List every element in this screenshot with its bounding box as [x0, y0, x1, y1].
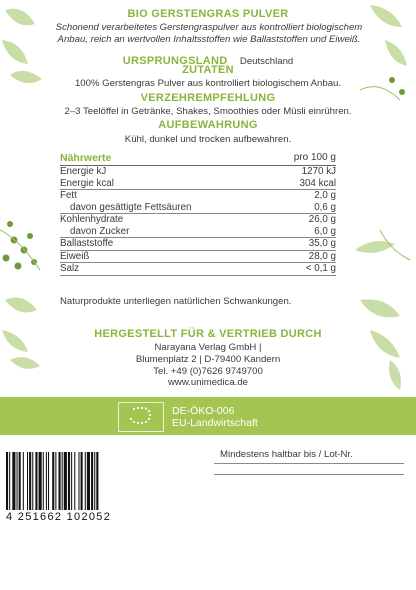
barcode-bar — [19, 452, 21, 510]
nutrient-value: 0,6 g — [314, 201, 336, 213]
table-row — [60, 226, 336, 238]
nutrition-group-energy — [60, 166, 336, 190]
nutrient-name: Kohlenhydrate — [60, 214, 124, 225]
nutrition-header — [60, 152, 336, 166]
barcode-bar — [43, 452, 44, 510]
nutrient-name: Energie kJ — [60, 166, 107, 177]
nutrition-group-carbs — [60, 214, 336, 238]
manufacturer-heading: HERGESTELLT FÜR & VERTRIEB DURCH — [94, 328, 322, 340]
barcode-bar — [55, 452, 56, 510]
nutrient-value: 35,0 g — [308, 238, 336, 249]
nutrient-name: Salz — [60, 263, 80, 274]
nutrient-name: Ballaststoffe — [60, 238, 114, 249]
usage-text: 2–3 Teelöffel in Getränke, Shakes, Smoothies oder Müsli einrühren. — [64, 106, 352, 117]
table-row — [60, 214, 336, 226]
barcode-bar — [94, 452, 95, 510]
eu-certificate — [172, 405, 258, 429]
barcode-bar — [74, 452, 75, 510]
table-row — [60, 263, 336, 275]
nutrition-group-protein — [60, 251, 336, 264]
manufacturer-line: Narayana Verlag GmbH | — [154, 342, 262, 353]
nutrient-value: 304 kcal — [299, 177, 336, 189]
barcode-bar — [52, 452, 54, 510]
nutrient-value: 28,0 g — [308, 250, 336, 262]
table-row — [60, 166, 336, 178]
barcode-bar — [39, 452, 42, 510]
nutrient-value: 6,0 g — [314, 225, 336, 237]
nutrient-value: 26,0 g — [308, 214, 336, 225]
barcode-bar — [81, 452, 83, 510]
eu-organic-bar — [0, 397, 416, 435]
barcode-bar — [46, 452, 47, 510]
nutrition-note: Naturprodukte unterliegen natürlichen Schwankungen. — [60, 296, 292, 307]
product-intro: Schonend verarbeitetes Gerstengraspulver aus kontrolliert biologischem Anbau, reich an wertvollen Inhaltsstoffen wie Ballaststoffen und Eiweiß. — [55, 22, 363, 45]
nutrition-group-fiber — [60, 238, 336, 251]
eu-organic-leaf-icon — [118, 402, 164, 432]
barcode-bar — [59, 452, 61, 510]
table-row — [60, 251, 336, 263]
barcode-bar — [68, 452, 70, 510]
nutrient-name: Eiweiß — [60, 250, 90, 262]
nutrient-value: 2,0 g — [314, 190, 336, 201]
nutrient-name: davon Zucker — [70, 225, 130, 237]
nutrition-title: Nährwerte — [60, 152, 112, 164]
barcode-number: 4 251662 102052 — [6, 511, 112, 523]
barcode-graphic — [6, 452, 128, 510]
barcode-bar — [78, 452, 79, 510]
nutrient-value: < 0,1 g — [305, 263, 336, 274]
manufacturer-website: www.unimedica.de — [168, 377, 248, 389]
barcode-bar — [96, 452, 98, 510]
nutrition-group-fat — [60, 190, 336, 214]
storage-text: Kühl, dunkel und trocken aufbewahren. — [124, 134, 292, 145]
barcode-bar — [64, 452, 67, 510]
nutrient-name: Energie kcal — [60, 177, 114, 189]
table-row — [60, 178, 336, 190]
divider — [214, 474, 404, 475]
ingredients-text: 100% Gerstengras Pulver aus kontrolliert biologischem Anbau. — [74, 78, 342, 89]
nutrition-per: pro 100 g — [293, 152, 336, 163]
storage-heading: AUFBEWAHRUNG — [158, 119, 258, 131]
nutrition-group-salt — [60, 263, 336, 276]
barcode-bar — [23, 452, 24, 510]
barcode-bar — [32, 452, 33, 510]
barcode-bar — [35, 452, 37, 510]
barcode-bar — [87, 452, 90, 510]
best-before-label: Mindestens haltbar bis / Lot-Nr. — [220, 449, 353, 460]
eu-origin: EU-Landwirtschaft — [172, 417, 258, 429]
ingredients-heading: ZUTATEN — [182, 64, 234, 76]
table-row — [60, 190, 336, 202]
usage-heading: VERZEHREMPFEHLUNG — [140, 92, 276, 104]
product-title: BIO GERSTENGRAS PULVER — [127, 8, 289, 20]
table-row — [60, 238, 336, 250]
barcode-bar — [85, 452, 86, 510]
nutrient-name: Fett — [60, 190, 77, 201]
nutrient-value: 1270 kJ — [301, 166, 336, 177]
divider — [214, 463, 404, 464]
barcode-bar — [9, 452, 10, 510]
barcode-bar — [62, 452, 63, 510]
manufacturer-line: Tel. +49 (0)7626 9749700 — [153, 365, 263, 377]
nutrition-table — [60, 152, 336, 276]
table-row — [60, 202, 336, 214]
barcode-bar — [27, 452, 28, 510]
barcode-bar — [12, 452, 15, 510]
barcode-bar — [71, 452, 72, 510]
origin-value: Deutschland — [239, 56, 294, 67]
manufacturer-line: Blumenplatz 2 | D-79400 Kandern — [135, 353, 281, 365]
barcode-bar — [6, 452, 8, 510]
barcode-bar — [29, 452, 31, 510]
barcode-bar — [48, 452, 49, 510]
barcode-bar — [91, 452, 93, 510]
eu-code: DE-ÖKO-006 — [172, 405, 235, 417]
manufacturer-address — [0, 342, 416, 389]
nutrient-name: davon gesättigte Fettsäuren — [70, 201, 192, 213]
origin-label: URSPRUNGSLAND — [122, 55, 228, 67]
barcode-bar — [17, 452, 18, 510]
